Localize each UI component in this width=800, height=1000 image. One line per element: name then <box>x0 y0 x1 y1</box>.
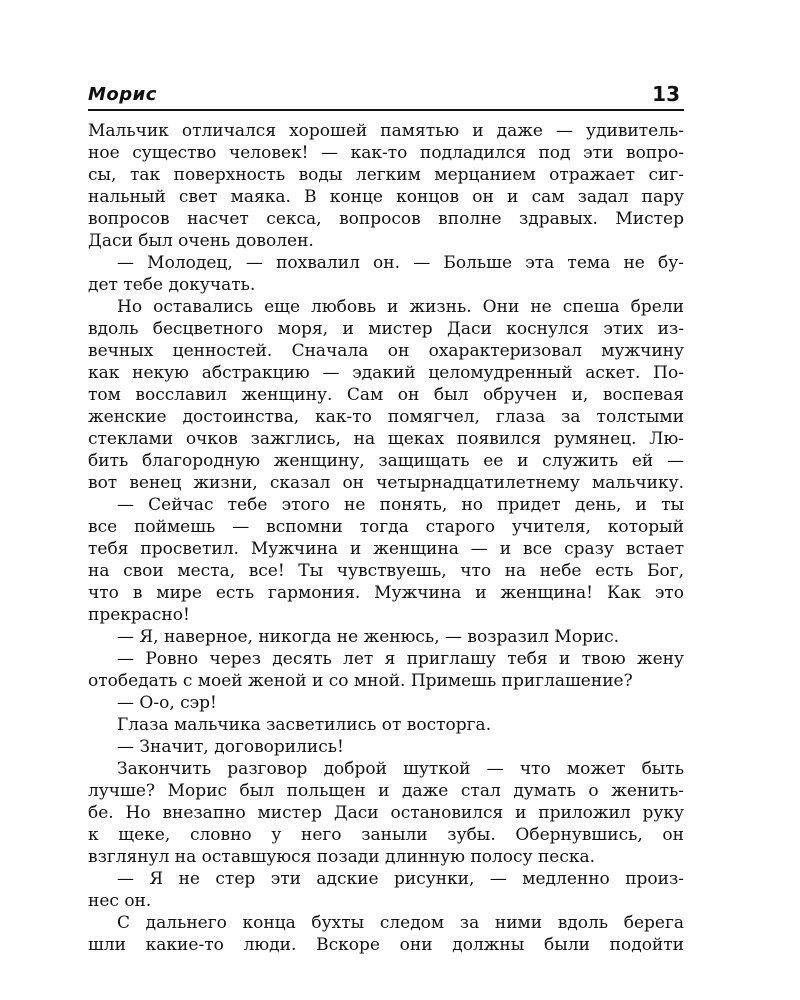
running-title: Морис <box>88 84 157 105</box>
text-line: вот венец жизни, сказал он четырнадцатилетнему мальчику. <box>88 473 684 493</box>
text-line: — Значит, договорились! <box>117 737 344 757</box>
text-line: — Молодец, — похвалил он. — Больше эта тема не бу- <box>117 253 684 273</box>
text-line: Глаза мальчика засветились от восторга. <box>117 715 492 735</box>
page-number: 13 <box>652 82 680 106</box>
text-line: отобедать с моей женой и со мной. Примешь приглашение? <box>88 671 633 691</box>
text-line: ное существо человек! — как-то подладился под эти вопро- <box>88 143 684 163</box>
text-line: к щеке, словно у него заныли зубы. Обернувшись, он <box>88 825 684 845</box>
text-line: Закончить разговор доброй шуткой — что может быть <box>117 759 684 779</box>
text-line: дет тебе докучать. <box>88 275 256 295</box>
text-line: что в мире есть гармония. Мужчина и женщина! Как это <box>88 583 684 603</box>
text-line: нальный свет маяка. В конце концов он и сам задал пару <box>88 187 684 207</box>
text-line: взглянул на оставшуюся позади длинную полосу песка. <box>88 847 596 867</box>
text-line: прекрасно! <box>88 605 190 625</box>
text-line: вдоль бесцветного моря, и мистер Даси коснулся этих из- <box>88 319 684 339</box>
text-line: том восславил женщину. Сам он был обручен и, воспевая <box>88 385 684 405</box>
text-line: С дальнего конца бухты следом за ними вдоль берега <box>117 913 684 933</box>
text-line: Даси был очень доволен. <box>88 231 314 251</box>
text-line: женские достоинства, как-то помягчел, глаза за толстыми <box>88 407 684 427</box>
text-line: как некую абстракцию — эдакий целомудренный аскет. По- <box>88 363 684 383</box>
text-line: — О-о, сэр! <box>117 693 217 713</box>
header-rule <box>88 109 684 111</box>
text-line: сы, так поверхность воды легким мерцанием отражает сиг- <box>88 165 684 185</box>
text-line: бе. Но внезапно мистер Даси остановился и приложил руку <box>88 803 684 823</box>
text-line: стеклами очков зажглись, на щеках появился румянец. Лю- <box>88 429 684 449</box>
running-header <box>88 80 682 110</box>
text-line: тебя просветил. Мужчина и женщина — и все сразу встает <box>88 539 684 559</box>
text-line: все поймешь — вспомни тогда старого учителя, который <box>88 517 684 537</box>
text-line: лучше? Морис был польщен и даже стал думать о женить- <box>88 781 684 801</box>
text-line: нес он. <box>88 891 152 911</box>
text-line: вечных ценностей. Сначала он охарактеризовал мужчину <box>88 341 684 361</box>
text-line: — Я, наверное, никогда не женюсь, — возразил Морис. <box>117 627 620 647</box>
text-line: Но оставались еще любовь и жизнь. Они не спеша брели <box>117 297 684 317</box>
text-line: на свои места, все! Ты чувствуешь, что на небе есть Бог, <box>88 561 684 581</box>
text-line: — Сейчас тебе этого не понять, но придет день, и ты <box>117 495 684 515</box>
text-line: — Я не стер эти адские рисунки, — медленно произ- <box>117 869 684 889</box>
text-line: шли какие-то люди. Вскоре они должны были подойти <box>88 935 684 955</box>
text-line: вопросов насчет секса, вопросов вполне здравых. Мистер <box>88 209 684 229</box>
text-line: Мальчик отличался хорошей памятью и даже — удивитель- <box>88 121 684 141</box>
text-line: бить благородную женщину, защищать ее и служить ей — <box>88 451 684 471</box>
text-line: — Ровно через десять лет я приглашу тебя и твою жену <box>117 649 684 669</box>
body-text <box>88 120 684 956</box>
